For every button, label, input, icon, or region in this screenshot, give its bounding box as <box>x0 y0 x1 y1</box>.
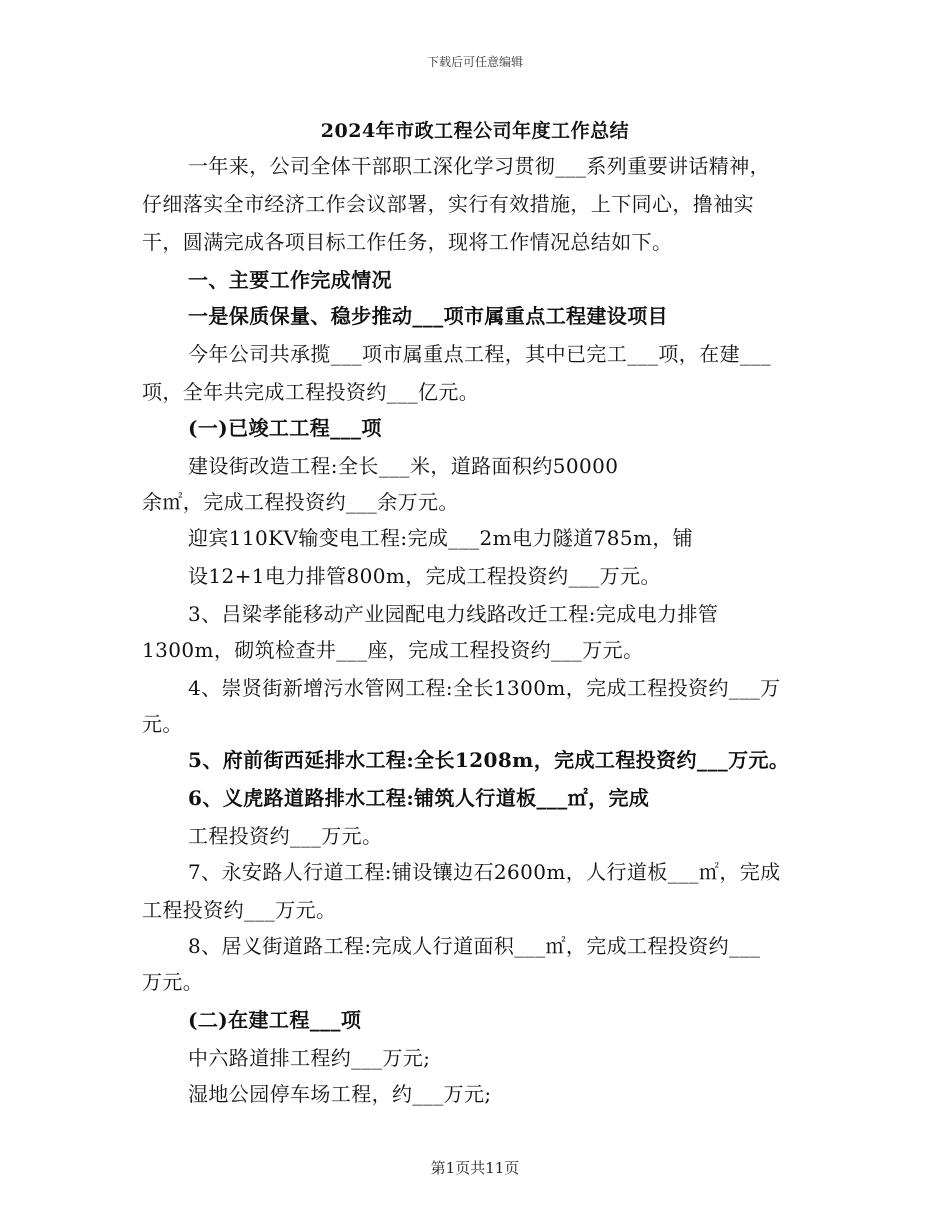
intro-paragraph-line-2: 仔细落实全市经济工作会议部署，实行有效措施，上下同心，撸袖实 <box>142 192 754 216</box>
document-title: 2024年市政工程公司年度工作总结 <box>320 120 630 142</box>
intro-paragraph-line-1: 一年来，公司全体干部职工深化学习贯彻___系列重要讲话精神， <box>188 154 770 178</box>
item-jianshe-street-line-2: 余㎡，完成工程投资约___余万元。 <box>142 490 459 514</box>
item-4-chongxian-line-1: 4、崇贤街新增污水管网工程:全长1300m，完成工程投资约___万 <box>188 676 781 700</box>
item-3-lvliang-line-2: 1300m，砌筑检查井___座，完成工程投资约___万元。 <box>142 638 644 662</box>
item-zhongliu-road: 中六路道排工程约___万元; <box>188 1046 431 1070</box>
subsection-heading-key-projects: 一是保质保量、稳步推动___项市属重点工程建设项目 <box>188 304 668 328</box>
item-wetland-parking: 湿地公园停车场工程，约___万元; <box>188 1082 492 1106</box>
item-yingbin-substation-line-1: 迎宾110KV输变电工程:完成___2m电力隧道785m，铺 <box>188 526 694 550</box>
item-4-chongxian-line-2: 元。 <box>142 712 183 736</box>
item-7-yongan-road-line-2: 工程投资约___万元。 <box>142 898 337 922</box>
projects-paragraph-line-2: 项，全年共完成工程投资约___亿元。 <box>142 380 480 404</box>
download-note: 下载后可任意编辑 <box>426 55 523 69</box>
item-jianshe-street-line-1: 建设街改造工程:全长___米，道路面积约50000 <box>188 454 619 478</box>
item-8-juyi-street-line-2: 万元。 <box>142 970 204 994</box>
item-7-yongan-road-line-1: 7、永安路人行道工程:铺设镶边石2600m，人行道板___㎡，完成 <box>188 860 781 884</box>
intro-paragraph-line-3: 干，圆满完成各项目标工作任务，现将工作情况总结如下。 <box>142 230 673 254</box>
item-5-fuqian-street: 5、府前街西延排水工程:全长1208m，完成工程投资约___万元。 <box>188 748 790 772</box>
under-construction-heading: (二)在建工程___项 <box>188 1008 362 1032</box>
item-8-juyi-street-line-1: 8、居义街道路工程:完成人行道面积___㎡，完成工程投资约___ <box>188 934 761 958</box>
page-number: 第1页共11页 <box>430 1159 520 1177</box>
completed-projects-heading: (一)已竣工工程___项 <box>188 416 382 440</box>
item-6-yihu-road-line-2: 工程投资约___万元。 <box>188 824 383 848</box>
section-heading-main-work: 一、主要工作完成情况 <box>188 268 392 292</box>
item-yingbin-substation-line-2: 设12+1电力排管800m，完成工程投资约___万元。 <box>188 564 661 588</box>
item-3-lvliang-line-1: 3、吕梁孝能移动产业园配电力线路改迁工程:完成电力排管 <box>188 602 719 626</box>
projects-paragraph-line-1: 今年公司共承揽___项市属重点工程，其中已完工___项，在建___ <box>188 342 772 366</box>
item-6-yihu-road-line-1: 6、义虎路道路排水工程:铺筑人行道板___㎡，完成 <box>188 786 650 810</box>
